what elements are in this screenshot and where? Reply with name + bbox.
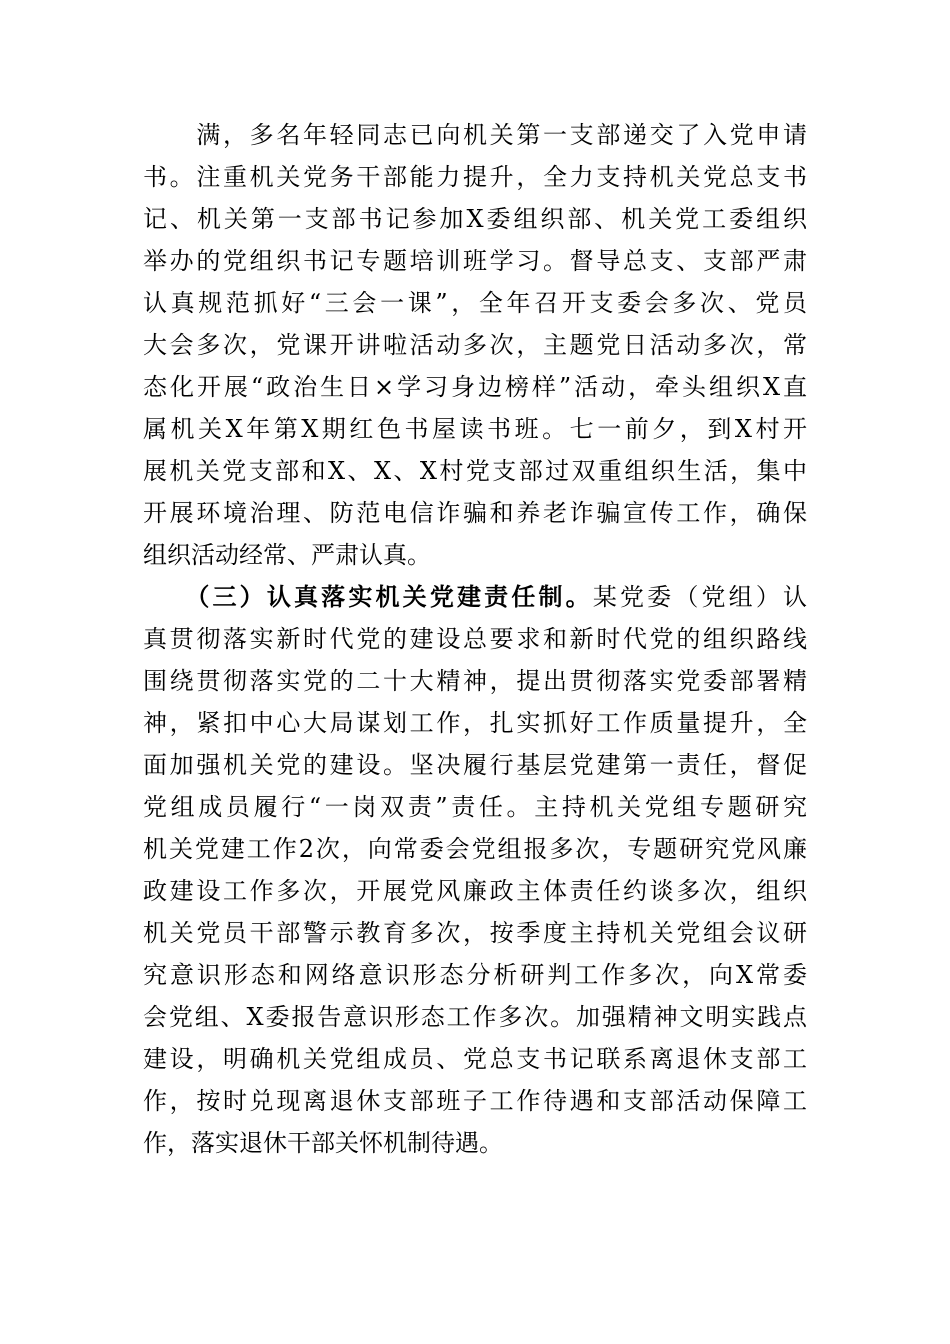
paragraph-1 bbox=[143, 114, 807, 576]
paragraph-2-line: 建设，明确机关党组成员、党总支书记联系离退休支部工 bbox=[143, 1045, 807, 1073]
paragraph-1-line: 属机关X年第X期红色书屋读书班。七一前夕，到X村开 bbox=[143, 415, 807, 443]
paragraph-2-line: 真贯彻落实新时代党的建设总要求和新时代党的组织路线 bbox=[143, 625, 807, 653]
paragraph-2-line: 机关党建工作2次，向常委会党组报多次，专题研究党风廉 bbox=[143, 835, 807, 863]
paragraph-2-line: 究意识形态和网络意识形态分析研判工作多次，向X常委 bbox=[143, 961, 807, 989]
paragraph-1-line: 满，多名年轻同志已向机关第一支部递交了入党申请 bbox=[143, 121, 807, 149]
paragraph-1-line: 展机关党支部和X、X、X村党支部过双重组织生活，集中 bbox=[143, 457, 807, 485]
paragraph-2-lead-text: 某党委（党组）认 bbox=[592, 583, 808, 611]
body-text bbox=[143, 114, 807, 1164]
paragraph-2-line: 面加强机关党的建设。坚决履行基层党建第一责任，督促 bbox=[143, 751, 807, 779]
paragraph-1-line: 组织活动经常、严肃认真。 bbox=[143, 541, 431, 569]
paragraph-1-line: 开展环境治理、防范电信诈骗和养老诈骗宣传工作，确保 bbox=[143, 499, 807, 527]
paragraph-1-line: 书。注重机关党务干部能力提升，全力支持机关党总支书 bbox=[143, 163, 807, 191]
paragraph-2-line: 神，紧扣中心大局谋划工作，扎实抓好工作质量提升，全 bbox=[143, 709, 807, 737]
paragraph-1-line: 举办的党组织书记专题培训班学习。督导总支、支部严肃 bbox=[143, 247, 807, 275]
paragraph-1-line: 大会多次，党课开讲啦活动多次，主题党日活动多次，常 bbox=[143, 331, 807, 359]
paragraph-1-line: 认真规范抓好“三会一课”，全年召开支委会多次、党员 bbox=[143, 289, 807, 317]
paragraph-2-line: 围绕贯彻落实党的二十大精神，提出贯彻落实党委部署精 bbox=[143, 667, 807, 695]
paragraph-2 bbox=[143, 576, 807, 1164]
paragraph-2-line: 作，落实退休干部关怀机制待遇。 bbox=[143, 1129, 503, 1157]
section-heading: （三）认真落实机关党建责任制。 bbox=[143, 582, 593, 611]
paragraph-2-line: 机关党员干部警示教育多次，按季度主持机关党组会议研 bbox=[143, 919, 807, 947]
paragraph-2-line: 政建设工作多次，开展党风廉政主体责任约谈多次，组织 bbox=[143, 877, 807, 905]
paragraph-1-line: 记、机关第一支部书记参加X委组织部、机关党工委组织 bbox=[143, 205, 807, 233]
paragraph-2-line: 党组成员履行“一岗双责”责任。主持机关党组专题研究 bbox=[143, 793, 807, 821]
paragraph-2-first-line bbox=[143, 576, 807, 618]
paragraph-2-line: 会党组、X委报告意识形态工作多次。加强精神文明实践点 bbox=[143, 1003, 807, 1031]
paragraph-2-line: 作，按时兑现离退休支部班子工作待遇和支部活动保障工 bbox=[143, 1087, 807, 1115]
paragraph-1-line: 态化开展“政治生日×学习身边榜样”活动，牵头组织X直 bbox=[143, 373, 807, 401]
